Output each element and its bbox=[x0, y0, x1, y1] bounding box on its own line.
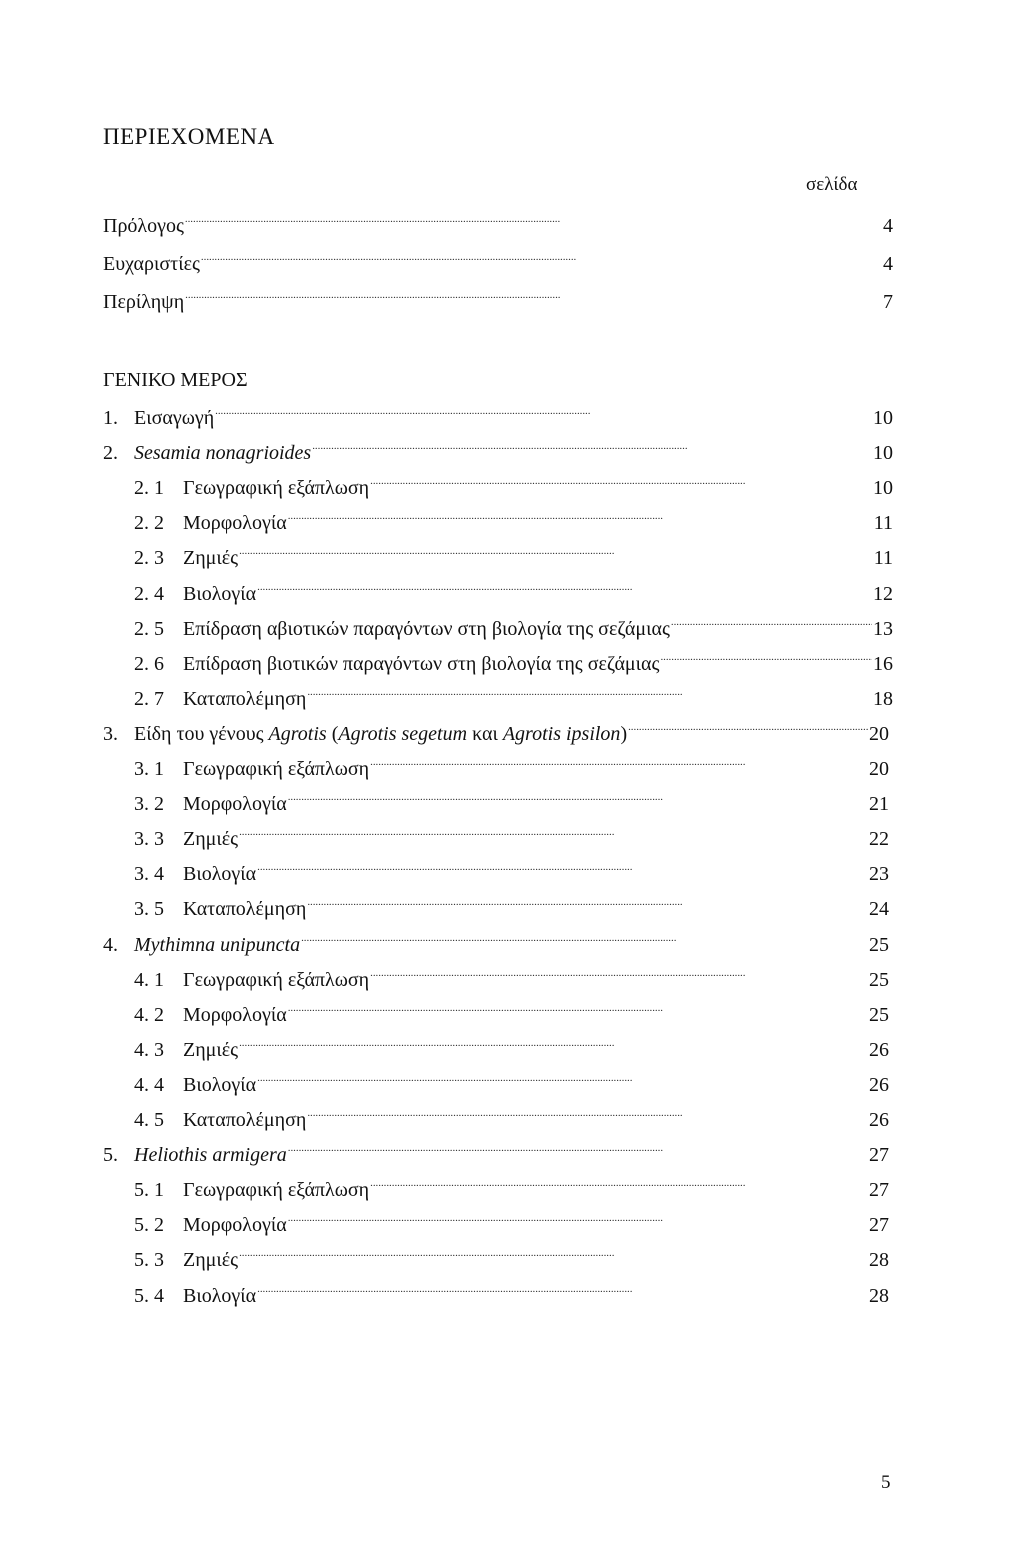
toc-label: Sesamia nonagrioides bbox=[134, 442, 312, 464]
toc-row[interactable] bbox=[134, 755, 889, 785]
toc-row[interactable] bbox=[134, 474, 893, 504]
dot-leader bbox=[185, 212, 882, 232]
dot-leader bbox=[257, 860, 868, 880]
toc-page-number: 26 bbox=[869, 1074, 889, 1096]
toc-label: Ευχαριστίες bbox=[103, 253, 200, 275]
toc-row[interactable] bbox=[134, 790, 889, 820]
toc-page-number: 11 bbox=[873, 547, 893, 569]
dot-leader bbox=[370, 474, 872, 494]
dot-leader bbox=[301, 931, 868, 951]
toc-page-number: 4 bbox=[883, 215, 893, 237]
toc-label-part: και bbox=[467, 723, 503, 745]
toc-label-part: Είδη του γένους bbox=[134, 723, 269, 745]
toc-row[interactable] bbox=[103, 720, 889, 750]
toc-number: 2. 4 bbox=[134, 583, 164, 605]
toc-label: Βιολογία bbox=[183, 1285, 257, 1307]
toc-number: 4. 2 bbox=[134, 1004, 164, 1026]
toc-row[interactable] bbox=[134, 1036, 889, 1066]
dot-leader bbox=[370, 1176, 868, 1196]
toc-label-part: ) bbox=[620, 723, 628, 745]
toc-page-number: 12 bbox=[873, 583, 893, 605]
toc-label: Μορφολογία bbox=[183, 793, 287, 815]
dot-leader bbox=[288, 1211, 868, 1231]
toc-page-number: 20 bbox=[869, 758, 889, 780]
toc-number: 5. 4 bbox=[134, 1285, 164, 1307]
toc-row[interactable] bbox=[134, 650, 893, 680]
toc-number: 4. 4 bbox=[134, 1074, 164, 1096]
toc-label-part: ( bbox=[326, 723, 339, 745]
toc-label: Heliothis armigera bbox=[134, 1144, 287, 1166]
dot-leader bbox=[307, 895, 868, 915]
toc-page-number: 10 bbox=[873, 442, 893, 464]
toc-number: 4. 1 bbox=[134, 969, 164, 991]
toc-label: Βιολογία bbox=[183, 583, 257, 605]
toc-page-number: 24 bbox=[869, 898, 889, 920]
dot-leader bbox=[288, 790, 868, 810]
toc-label-italic: Agrotis segetum bbox=[338, 723, 468, 745]
toc-label: Περίληψη bbox=[103, 291, 185, 313]
toc-page-number: 26 bbox=[869, 1109, 889, 1131]
toc-row[interactable] bbox=[134, 685, 893, 715]
toc-label: Εισαγωγή bbox=[134, 407, 215, 429]
toc-page-number: 28 bbox=[869, 1285, 889, 1307]
page-column-label: σελίδα bbox=[806, 174, 858, 195]
section-heading: ΓΕΝΙΚΟ ΜΕΡΟΣ bbox=[103, 369, 248, 391]
toc-page-number: 13 bbox=[873, 618, 893, 640]
toc-page-number: 10 bbox=[873, 407, 893, 429]
toc-label: Ζημιές bbox=[183, 1039, 239, 1061]
dot-leader bbox=[257, 1282, 868, 1302]
toc-label-italic: Agrotis ipsilon bbox=[502, 723, 621, 745]
toc-label: Γεωγραφική εξάπλωση bbox=[183, 477, 370, 499]
toc-label: Μορφολογία bbox=[183, 1214, 287, 1236]
toc-page-number: 26 bbox=[869, 1039, 889, 1061]
toc-row-prologue[interactable] bbox=[103, 212, 893, 242]
toc-number: 2. 5 bbox=[134, 618, 164, 640]
toc-number: 2. 7 bbox=[134, 688, 164, 710]
toc-page-number: 27 bbox=[869, 1214, 889, 1236]
toc-page-number: 27 bbox=[869, 1144, 889, 1166]
toc-label: Γεωγραφική εξάπλωση bbox=[183, 1179, 370, 1201]
toc-number: 2. 6 bbox=[134, 653, 164, 675]
toc-row[interactable] bbox=[134, 1211, 889, 1241]
toc-row[interactable] bbox=[134, 615, 893, 645]
dot-leader bbox=[307, 1106, 868, 1126]
toc-row[interactable] bbox=[134, 509, 893, 539]
toc-page-number: 28 bbox=[869, 1249, 889, 1271]
dot-leader bbox=[671, 615, 872, 635]
toc-number: 5. 2 bbox=[134, 1214, 164, 1236]
toc-row[interactable] bbox=[103, 1141, 889, 1171]
dot-leader bbox=[628, 720, 868, 740]
toc-label: Επίδραση βιοτικών παραγόντων στη βιολογία της σεζάμιας bbox=[183, 653, 660, 675]
toc-number: 2. 3 bbox=[134, 547, 164, 569]
toc-row[interactable] bbox=[134, 1282, 889, 1312]
toc-label: Επίδραση αβιοτικών παραγόντων στη βιολογία της σεζάμιας bbox=[183, 618, 670, 640]
toc-number: 4. 5 bbox=[134, 1109, 164, 1131]
toc-label: Ζημιές bbox=[183, 828, 239, 850]
dot-leader bbox=[185, 288, 882, 308]
toc-number: 3. 1 bbox=[134, 758, 164, 780]
toc-number: 3. 4 bbox=[134, 863, 164, 885]
toc-page-number: 16 bbox=[873, 653, 893, 675]
toc-row[interactable] bbox=[134, 1246, 889, 1276]
dot-leader bbox=[239, 544, 873, 564]
dot-leader bbox=[215, 404, 872, 424]
toc-page-number: 10 bbox=[873, 477, 893, 499]
dot-leader bbox=[312, 439, 872, 459]
toc-page-number: 20 bbox=[869, 723, 889, 745]
toc-page-number: 25 bbox=[869, 1004, 889, 1026]
toc-label bbox=[134, 723, 627, 746]
toc-number: 3. 3 bbox=[134, 828, 164, 850]
dot-leader bbox=[239, 1246, 868, 1266]
toc-number: 3. 5 bbox=[134, 898, 164, 920]
toc-page-number: 22 bbox=[869, 828, 889, 850]
toc-label: Βιολογία bbox=[183, 1074, 257, 1096]
toc-number: 4. 3 bbox=[134, 1039, 164, 1061]
toc-row[interactable] bbox=[103, 439, 893, 469]
toc-label: Γεωγραφική εξάπλωση bbox=[183, 969, 370, 991]
toc-row[interactable] bbox=[134, 895, 889, 925]
toc-label: Μορφολογία bbox=[183, 1004, 287, 1026]
toc-row[interactable] bbox=[134, 966, 889, 996]
dot-leader bbox=[288, 509, 873, 529]
toc-page-number: 23 bbox=[869, 863, 889, 885]
dot-leader bbox=[257, 1071, 868, 1091]
toc-row[interactable] bbox=[103, 931, 889, 961]
page-number: 5 bbox=[881, 1472, 891, 1493]
toc-number: 4. bbox=[103, 934, 118, 956]
toc-label: Βιολογία bbox=[183, 863, 257, 885]
dot-leader bbox=[370, 966, 868, 986]
toc-page-number: 25 bbox=[869, 934, 889, 956]
toc-row[interactable] bbox=[134, 1176, 889, 1206]
toc-number: 2. 2 bbox=[134, 512, 164, 534]
toc-page-number: 18 bbox=[873, 688, 893, 710]
toc-row[interactable] bbox=[103, 404, 893, 434]
toc-label: Ζημιές bbox=[183, 1249, 239, 1271]
dot-leader bbox=[370, 755, 868, 775]
toc-number: 2. bbox=[103, 442, 118, 464]
toc-row[interactable] bbox=[134, 1106, 889, 1136]
toc-page-number: 4 bbox=[883, 253, 893, 275]
toc-number: 5. 1 bbox=[134, 1179, 164, 1201]
toc-row[interactable] bbox=[134, 825, 889, 855]
toc-label: Γεωγραφική εξάπλωση bbox=[183, 758, 370, 780]
dot-leader bbox=[257, 580, 872, 600]
toc-page-number: 27 bbox=[869, 1179, 889, 1201]
toc-number: 1. bbox=[103, 407, 118, 429]
dot-leader bbox=[660, 650, 872, 670]
dot-leader bbox=[288, 1141, 868, 1161]
toc-number: 3. bbox=[103, 723, 118, 745]
toc-label: Πρόλογος bbox=[103, 215, 184, 237]
dot-leader bbox=[288, 1001, 868, 1021]
dot-leader bbox=[201, 250, 882, 270]
toc-row-acknowledgements[interactable] bbox=[103, 250, 893, 280]
toc-label-italic: Agrotis bbox=[268, 723, 327, 745]
toc-number: 2. 1 bbox=[134, 477, 164, 499]
toc-label: Mythimna unipuncta bbox=[134, 934, 301, 956]
toc-label: Καταπολέμηση bbox=[183, 898, 307, 920]
dot-leader bbox=[239, 1036, 868, 1056]
toc-row[interactable] bbox=[134, 580, 893, 610]
toc-row-abstract[interactable] bbox=[103, 288, 893, 318]
dot-leader bbox=[239, 825, 868, 845]
toc-row[interactable] bbox=[134, 1071, 889, 1101]
toc-row[interactable] bbox=[134, 1001, 889, 1031]
page-title: ΠΕΡΙΕΧΟΜΕΝΑ bbox=[103, 124, 275, 149]
toc-page-number: 25 bbox=[869, 969, 889, 991]
toc-number: 5. 3 bbox=[134, 1249, 164, 1271]
toc-row[interactable] bbox=[134, 544, 893, 574]
toc-row[interactable] bbox=[134, 860, 889, 890]
toc-label: Ζημιές bbox=[183, 547, 239, 569]
toc-label: Καταπολέμηση bbox=[183, 1109, 307, 1131]
dot-leader bbox=[307, 685, 872, 705]
toc-label: Καταπολέμηση bbox=[183, 688, 307, 710]
toc-page-number: 7 bbox=[883, 291, 893, 313]
toc-page-number: 21 bbox=[869, 793, 889, 815]
toc-page-number: 11 bbox=[873, 512, 893, 534]
toc-number: 3. 2 bbox=[134, 793, 164, 815]
toc-number: 5. bbox=[103, 1144, 118, 1166]
toc-label: Μορφολογία bbox=[183, 512, 287, 534]
